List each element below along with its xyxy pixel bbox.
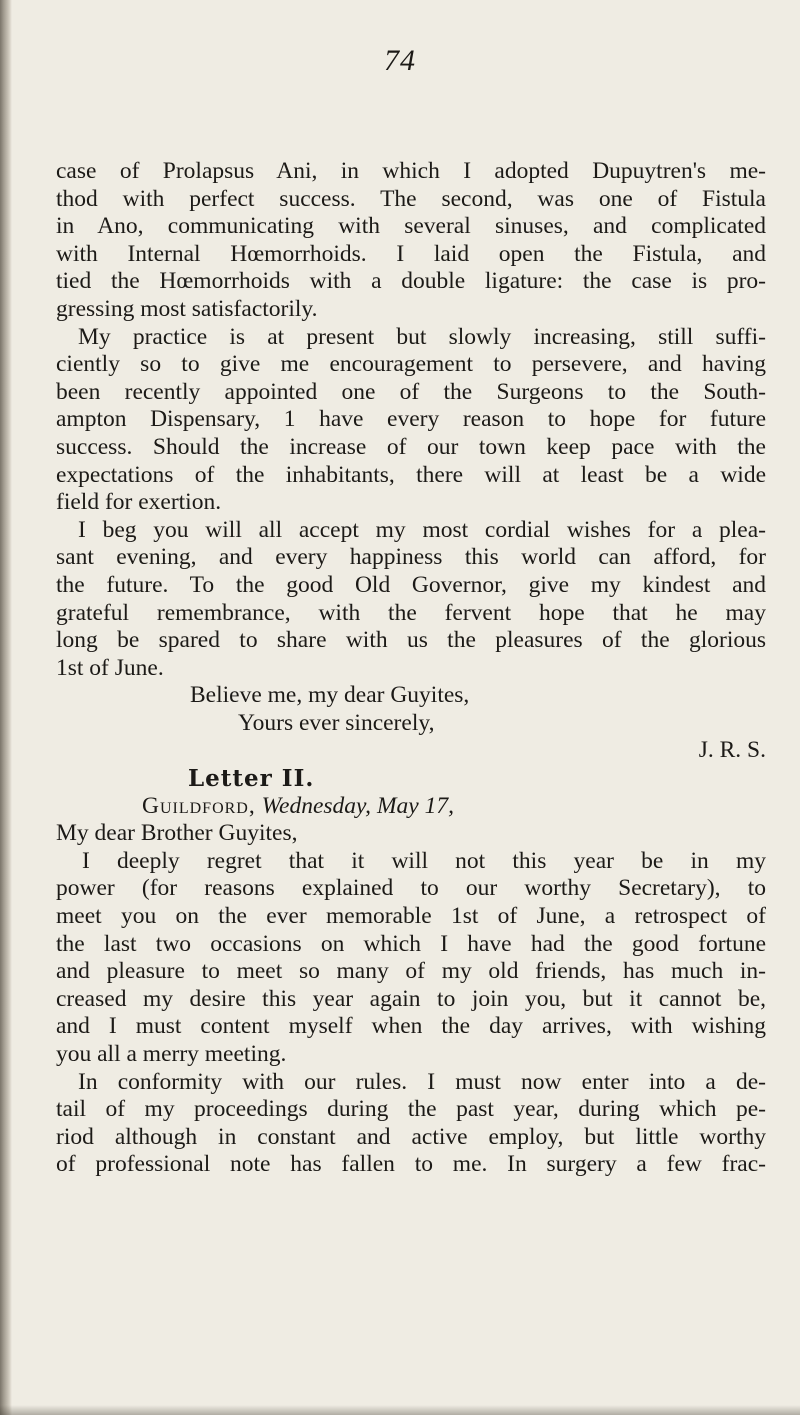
text-line: the last two occasions on which I have had the good fortune xyxy=(56,930,766,957)
text-line: you all a merry meeting. xyxy=(56,1041,287,1067)
text-line: 1st of June. xyxy=(56,654,164,681)
text-line: been recently appointed one of the Surgeons to the South- xyxy=(56,378,766,405)
text-line: and pleasure to meet so many of my old friends, has much in- xyxy=(56,958,766,985)
text-line: power (for reasons explained to our worthy Secretary), to xyxy=(56,875,766,902)
dateline-date: May 17, xyxy=(376,792,454,819)
text-line: thod with perfect success. The second, was one of Fistula xyxy=(56,185,766,212)
text-line: case of Prolapsus Ani, in which I adopted Dupuytren's me- xyxy=(56,158,766,184)
closing-line: Yours ever sincerely, xyxy=(238,709,435,736)
text-line: I deeply regret that it will not this year be in my xyxy=(82,847,766,874)
text-line: In conformity with our rules. I must now enter into a de- xyxy=(78,1068,766,1095)
text-line: with Internal Hœmorrhoids. I laid open the Fistula, and xyxy=(56,240,766,267)
salutation: My dear Brother Guyites, xyxy=(56,820,298,847)
text-line: riod although in constant and active employ, but little worthy xyxy=(56,1123,766,1150)
text-line: gressing most satisfactorily. xyxy=(56,295,318,322)
dateline-town: Guildford, xyxy=(142,792,256,819)
text-line: field for exertion. xyxy=(56,489,222,516)
page-body-text xyxy=(56,158,766,1179)
text-line: I beg you will all accept my most cordial wishes for a plea- xyxy=(78,516,766,543)
text-line: creased my desire this year again to join you, but it cannot be, xyxy=(56,985,766,1012)
text-line: tail of my proceedings during the past year, during which pe- xyxy=(56,1096,766,1123)
text-line: expectations of the inhabitants, there will at least be a wide xyxy=(56,461,766,488)
text-line: meet you on the ever memorable 1st of June, a retrospect of xyxy=(56,903,766,930)
text-line: the future. To the good Old Governor, give my kindest and xyxy=(56,571,766,598)
text-line: success. Should the increase of our town keep pace with the xyxy=(56,433,766,460)
dateline-day: Wednesday, xyxy=(261,792,372,819)
page-number: 74 xyxy=(384,44,416,77)
text-line: of professional note has fallen to me. In surgery a few frac- xyxy=(56,1151,766,1178)
letter-heading: Letter II. xyxy=(188,765,315,793)
text-line: long be spared to share with us the pleasures of the glorious xyxy=(56,627,766,654)
text-line: tied the Hœmorrhoids with a double ligature: the case is pro- xyxy=(56,268,766,295)
text-line: ciently so to give me encouragement to persevere, and having xyxy=(56,351,766,378)
text-line: sant evening, and every happiness this world can afford, for xyxy=(56,544,766,571)
text-line: in Ano, communicating with several sinuses, and complicated xyxy=(56,213,766,240)
letter-dateline xyxy=(56,793,766,821)
signature: J. R. S. xyxy=(698,737,766,764)
text-line: and I must content myself when the day arrives, with wishing xyxy=(56,1013,766,1040)
closing-line: Believe me, my dear Guyites, xyxy=(190,682,470,709)
page-bottom-shadow xyxy=(0,1405,800,1415)
text-line: My practice is at present but slowly increasing, still suffi- xyxy=(78,323,766,350)
page-spine-shadow xyxy=(0,0,12,1415)
text-line: grateful remembrance, with the fervent hope that he may xyxy=(56,599,766,626)
text-line: ampton Dispensary, 1 have every reason to hope for future xyxy=(56,406,766,433)
